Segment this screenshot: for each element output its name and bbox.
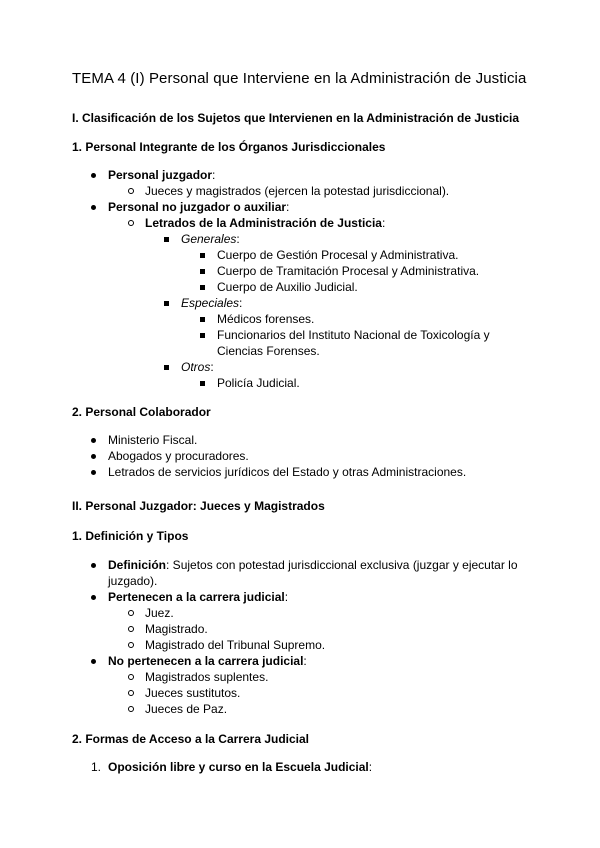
list-item: Otros: [181,360,214,374]
list-item: Policía Judicial. [217,376,300,390]
list-item: No pertenecen a la carrera judicial: [108,654,307,668]
circle-bullet-icon [128,674,134,680]
bullet-icon [91,563,96,568]
circle-bullet-icon [128,706,134,712]
list-item: Definición: Sujetos con potestad jurisdiccional exclusiva (juzgar y ejecutar lo [108,558,518,572]
list-number: 1. [91,760,102,774]
list-item: Magistrados suplentes. [145,670,269,684]
list-item: Generales: [181,232,240,246]
list-item: Cuerpo de Gestión Procesal y Administrativa. [217,248,459,262]
bullet-icon [91,205,96,210]
list-item: Especiales: [181,296,243,310]
list-item: Jueces sustitutos. [145,686,241,700]
bullet-icon [91,173,96,178]
list-item-continuation: juzgado). [108,574,158,588]
square-bullet-icon [200,253,205,258]
section-heading: II. Personal Juzgador: Jueces y Magistrados [72,499,325,513]
circle-bullet-icon [128,610,134,616]
list-item: Jueces y magistrados (ejercen la potestad jurisdiccional). [145,184,450,198]
square-bullet-icon [200,285,205,290]
list-item: Magistrado del Tribunal Supremo. [145,638,326,652]
circle-bullet-icon [128,220,134,226]
list-item: Médicos forenses. [217,312,315,326]
list-item: Cuerpo de Tramitación Procesal y Administrativa. [217,264,480,278]
circle-bullet-icon [128,642,134,648]
page-title: TEMA 4 (I) Personal que Interviene en la Administración de Justicia [72,70,527,87]
list-item: Letrados de la Administración de Justicia: [145,216,386,230]
square-bullet-icon [164,301,169,306]
list-item-continuation: Ciencias Forenses. [217,344,320,358]
circle-bullet-icon [128,626,134,632]
square-bullet-icon [164,237,169,242]
list-item: Pertenecen a la carrera judicial: [108,590,289,604]
bullet-icon [91,595,96,600]
section-heading: I. Clasificación de los Sujetos que Intervienen en la Administración de Justicia [72,111,520,125]
square-bullet-icon [164,365,169,370]
square-bullet-icon [200,269,205,274]
subsection-heading: 1. Personal Integrante de los Órganos Jurisdiccionales [72,140,386,154]
subsection-heading: 2. Personal Colaborador [72,405,211,419]
circle-bullet-icon [128,690,134,696]
bullet-icon [91,454,96,459]
square-bullet-icon [200,333,205,338]
list-item: Letrados de servicios jurídicos del Estado y otras Administraciones. [108,465,467,479]
list-item: Magistrado. [145,622,208,636]
list-item: Juez. [145,606,174,620]
bullet-icon [91,659,96,664]
list-item: Personal no juzgador o auxiliar: [108,200,290,214]
square-bullet-icon [200,317,205,322]
bullet-icon [91,470,96,475]
subsection-heading: 2. Formas de Acceso a la Carrera Judicial [72,732,310,746]
list-item: Funcionarios del Instituto Nacional de Toxicología y [217,328,490,342]
list-item: Abogados y procuradores. [108,449,249,463]
subsection-heading: 1. Definición y Tipos [72,529,189,543]
circle-bullet-icon [128,188,134,194]
square-bullet-icon [200,381,205,386]
list-item: Jueces de Paz. [145,702,228,716]
list-item: Ministerio Fiscal. [108,433,198,447]
list-item: Personal juzgador: [108,168,216,182]
bullet-icon [91,438,96,443]
list-item: Cuerpo de Auxilio Judicial. [217,280,358,294]
list-item: Oposición libre y curso en la Escuela Judicial: [108,760,373,774]
